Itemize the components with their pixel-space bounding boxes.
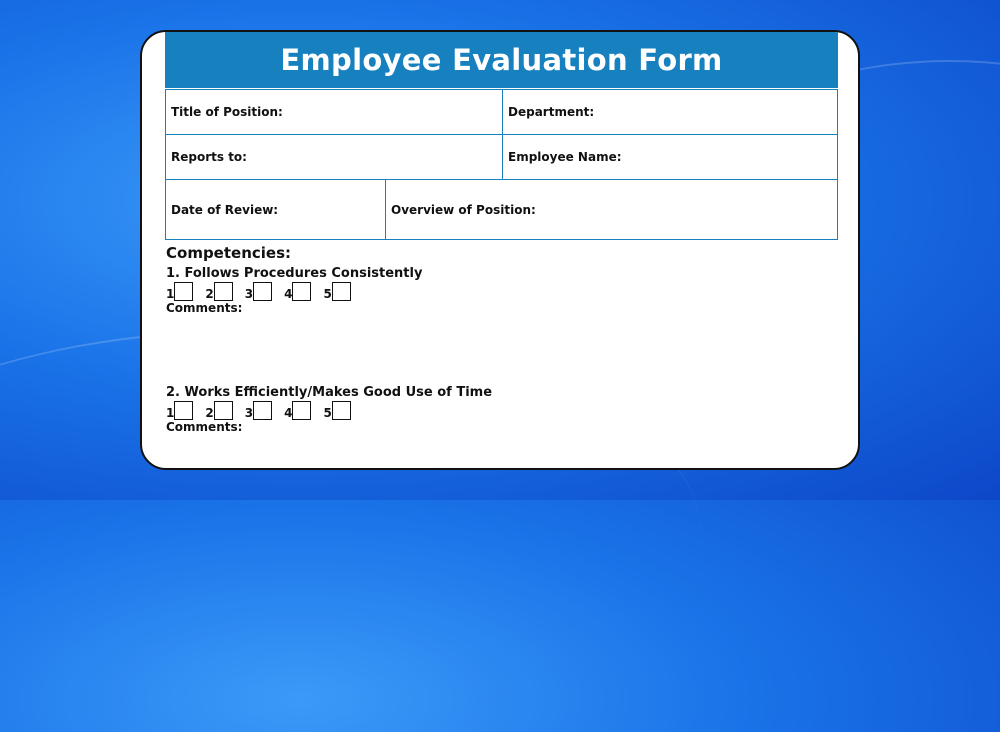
rating-number: 5 bbox=[323, 287, 332, 301]
competency-2-rating-3[interactable] bbox=[245, 401, 272, 420]
department-field[interactable] bbox=[502, 89, 837, 134]
competency-2-rating-5[interactable] bbox=[323, 401, 350, 420]
title-of-position-field[interactable] bbox=[166, 89, 502, 134]
competency-2-comments-label: Comments: bbox=[166, 420, 243, 434]
form-title: Employee Evaluation Form bbox=[165, 32, 838, 88]
competency-1-comments-label: Comments: bbox=[166, 301, 243, 315]
rating-number: 2 bbox=[205, 287, 214, 301]
competencies-heading: Competencies: bbox=[166, 244, 292, 262]
date-of-review-field[interactable] bbox=[166, 179, 385, 239]
rating-checkbox[interactable] bbox=[332, 401, 351, 420]
rating-number: 3 bbox=[244, 287, 254, 301]
competency-2-ratings bbox=[166, 401, 363, 420]
department-label: Department: bbox=[508, 105, 595, 119]
rating-number: 1 bbox=[166, 287, 175, 301]
rating-checkbox[interactable] bbox=[292, 282, 311, 301]
competency-1-rating-2[interactable] bbox=[205, 282, 232, 301]
overview-of-position-label: Overview of Position: bbox=[391, 202, 536, 217]
rating-checkbox[interactable] bbox=[174, 401, 193, 420]
employee-info-grid bbox=[165, 89, 838, 240]
rating-number: 5 bbox=[323, 406, 332, 420]
competency-2-title: 2. Works Efficiently/Makes Good Use of Time bbox=[166, 385, 493, 400]
evaluation-form-card bbox=[140, 30, 860, 470]
competency-1-rating-5[interactable] bbox=[323, 282, 350, 301]
rating-checkbox[interactable] bbox=[253, 282, 272, 301]
competency-2-rating-1[interactable] bbox=[166, 401, 193, 420]
rating-checkbox[interactable] bbox=[214, 401, 233, 420]
competency-2-rating-4[interactable] bbox=[284, 401, 311, 420]
rating-number: 2 bbox=[205, 406, 214, 420]
rating-checkbox[interactable] bbox=[174, 282, 193, 301]
date-of-review-label: Date of Review: bbox=[171, 202, 279, 217]
title-of-position-label: Title of Position: bbox=[171, 105, 283, 119]
rating-checkbox[interactable] bbox=[253, 401, 272, 420]
employee-name-field[interactable] bbox=[502, 134, 837, 179]
rating-number: 4 bbox=[284, 406, 293, 420]
rating-checkbox[interactable] bbox=[292, 401, 311, 420]
competency-1-rating-3[interactable] bbox=[245, 282, 272, 301]
reports-to-label: Reports to: bbox=[171, 150, 247, 164]
competency-2-rating-2[interactable] bbox=[205, 401, 232, 420]
employee-name-label: Employee Name: bbox=[508, 150, 622, 164]
competency-1-title: 1. Follows Procedures Consistently bbox=[166, 266, 423, 281]
rating-number: 4 bbox=[284, 287, 293, 301]
rating-checkbox[interactable] bbox=[332, 282, 351, 301]
reports-to-field[interactable] bbox=[166, 134, 502, 179]
competency-1-rating-1[interactable] bbox=[166, 282, 193, 301]
overview-of-position-field[interactable] bbox=[385, 179, 837, 239]
rating-checkbox[interactable] bbox=[214, 282, 233, 301]
competency-1-rating-4[interactable] bbox=[284, 282, 311, 301]
rating-number: 1 bbox=[166, 406, 175, 420]
competency-1-ratings bbox=[166, 282, 363, 301]
rating-number: 3 bbox=[244, 406, 254, 420]
